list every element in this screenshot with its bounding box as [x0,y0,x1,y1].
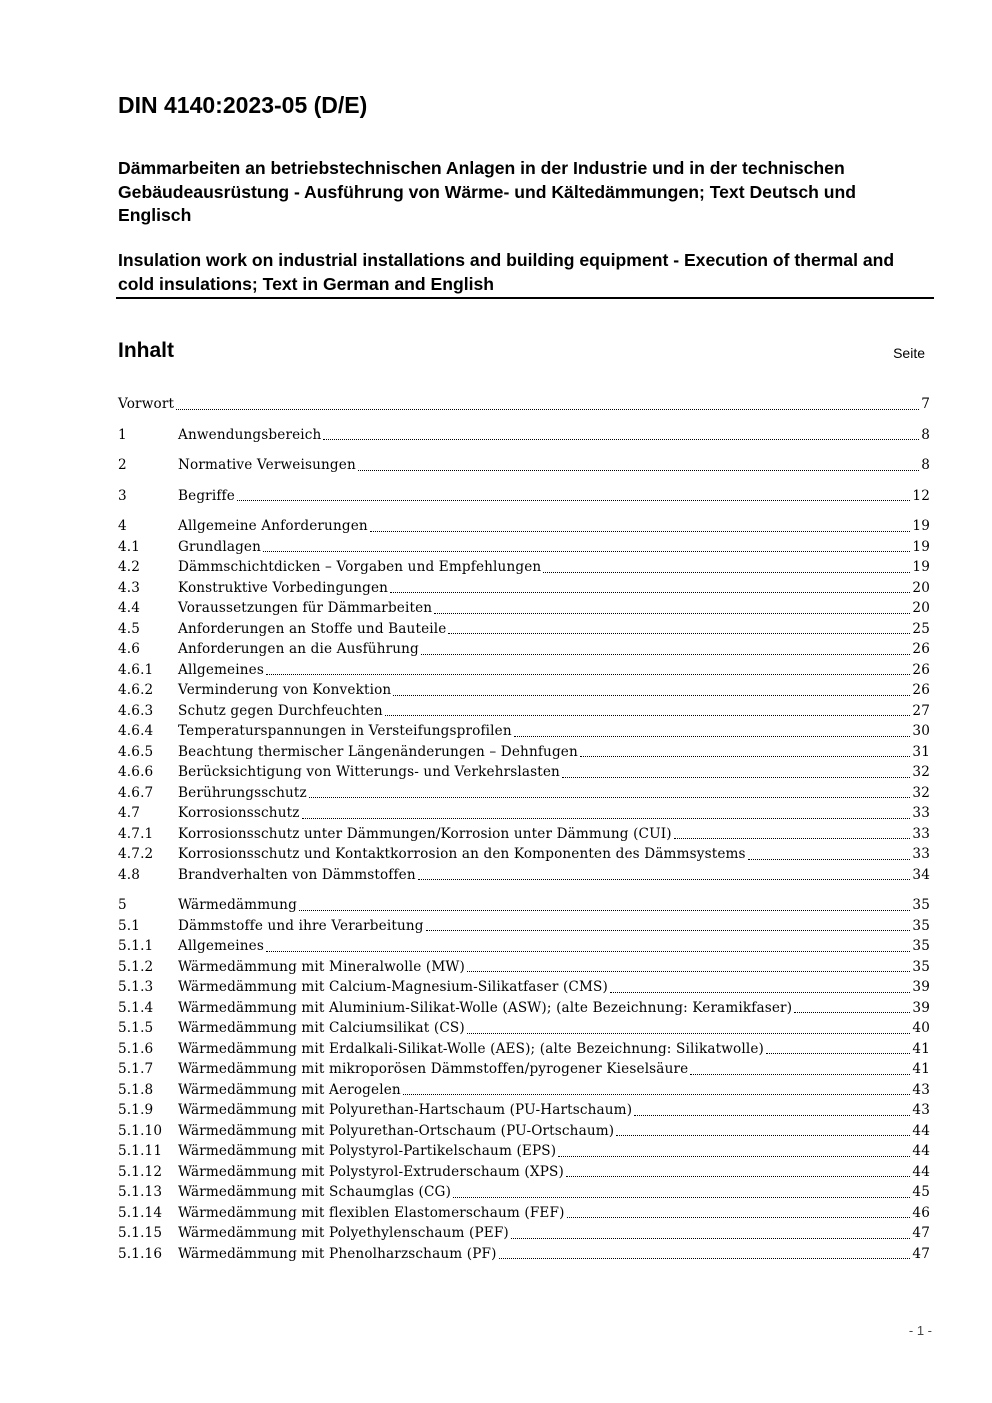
toc-entry-page: 47 [912,1225,930,1241]
toc-entry-page: 33 [912,825,930,842]
toc-entry-title: Voraussetzungen für Dämmarbeiten [178,600,433,616]
toc-entry-body [178,598,930,619]
toc-entry-body [178,619,930,640]
toc-entry-body [178,865,930,886]
toc-dot-leader [176,409,919,410]
toc-entry-body [178,486,930,507]
toc-entry-title: Wärmedämmung mit Erdalkali-Silikat-Wolle (AES); (alte Bezeichnung: Silikatwolle) [178,1040,764,1057]
toc-dot-leader [467,971,910,972]
toc-entry[interactable] [118,1121,930,1142]
toc-entry-number: 5.1.14 [118,1204,163,1221]
toc-dot-leader [567,1217,911,1218]
toc-entry-body [178,936,930,957]
toc-entry[interactable] [118,1080,930,1101]
toc-entry-page: 43 [912,1102,930,1118]
toc-entry-title: Normative Verweisungen [178,457,356,473]
toc-entry-number: 4 [118,518,127,534]
toc-entry-title: Verminderung von Konvektion [178,682,392,698]
toc-entry-title: Dämmschichtdicken – Vorgaben und Empfehlungen [178,559,542,575]
toc-entry-number: 5.1.7 [118,1061,154,1077]
toc-entry-body [178,680,930,701]
toc-entry[interactable] [118,516,930,537]
toc-entry-page: 19 [912,559,930,575]
toc-entry[interactable] [118,425,930,446]
toc-entry[interactable] [118,895,930,916]
toc-entry-page: 45 [912,1184,930,1200]
toc-entry-title: Berührungsschutz [178,784,307,801]
toc-entry[interactable] [118,865,930,886]
toc-dot-leader [690,1074,910,1075]
toc-entry[interactable] [118,936,930,957]
toc-entry-page: 46 [912,1204,930,1221]
toc-entry[interactable] [118,578,930,599]
toc-entry-number: 4.7 [118,805,141,821]
toc-dot-leader [634,1115,910,1116]
toc-entry-title: Wärmedämmung mit Polystyrol-Extruderschaum (XPS) [178,1163,564,1180]
toc-entry-number: 4.8 [118,866,141,883]
toc-entry-body [178,1059,930,1080]
toc-entry-page: 19 [912,538,930,555]
toc-entry-page: 25 [912,620,930,637]
toc-dot-leader [421,654,910,655]
toc-entry-number: 5.1.2 [118,958,154,975]
toc-entry-title: Wärmedämmung mit Polyurethan-Ortschaum (PU-Ortschaum) [178,1122,615,1139]
toc-entry-number: 5.1.13 [118,1184,163,1200]
toc-entry-page: 20 [912,579,930,596]
toc-entry-title: Anforderungen an Stoffe und Bauteile [178,620,447,637]
toc-entry[interactable] [118,844,930,865]
toc-entry-title: Wärmedämmung mit Schaumglas (CG) [178,1184,452,1200]
toc-dot-leader [748,859,911,860]
toc-entry[interactable] [118,1100,930,1121]
toc-dot-leader [467,1033,911,1034]
toc-entry[interactable] [118,680,930,701]
toc-entry-body [178,803,930,824]
toc-entry-number: 4.6.6 [118,764,154,780]
toc-entry-page: 40 [912,1020,930,1036]
toc-entry-body [178,1244,930,1265]
toc-entry-page: 35 [912,917,930,934]
page-number: - 1 - [908,1323,932,1338]
toc-entry-body [178,1100,930,1121]
toc-entry-title: Wärmedämmung [178,897,297,913]
toc-entry-page: 7 [921,396,930,412]
toc-entry-page: 41 [912,1040,930,1057]
toc-entry-page: 26 [912,682,930,698]
toc-entry-body [178,916,930,937]
toc-dot-leader [514,736,911,737]
toc-dot-leader [453,1197,910,1198]
toc-entry-page: 35 [912,938,930,954]
toc-entry-body [178,1039,930,1060]
toc-entry-page: 32 [912,764,930,780]
toc-entry[interactable] [118,1039,930,1060]
toc-entry-body [178,1182,930,1203]
toc-entry-page: 44 [912,1163,930,1180]
toc-entry-title: Dämmstoffe und ihre Verarbeitung [178,917,424,934]
toc-entry[interactable] [118,742,930,763]
toc-entry-number: 5.1.15 [118,1225,163,1241]
toc-entry-title: Temperaturspannungen in Versteifungsprofilen [178,723,512,739]
toc-entry-number: 4.6.3 [118,702,154,719]
toc-entry-number: 5.1.16 [118,1245,163,1262]
toc-entry[interactable] [118,916,930,937]
toc-entry-title: Vorwort [118,396,175,412]
toc-entry-title: Grundlagen [178,538,262,555]
toc-entry-page: 35 [912,897,930,913]
toc-entry-title: Wärmedämmung mit Phenolharzschaum (PF) [178,1245,497,1262]
toc-entry-title: Korrosionsschutz und Kontaktkorrosion an den Komponenten des Dämmsystems [178,846,746,862]
toc-dot-leader [610,992,910,993]
toc-entry-title: Berücksichtigung von Witterungs- und Verkehrslasten [178,764,560,780]
toc-entry-body [178,425,930,446]
toc-entry[interactable] [118,394,930,415]
toc-entry-number: 4.5 [118,620,141,637]
toc-entry-number: 4.4 [118,600,141,616]
toc-entry-title: Allgemeines [178,938,264,954]
toc-entry-body [178,824,930,845]
toc-dot-leader [511,1238,911,1239]
toc-dot-leader [543,572,910,573]
toc-entry-body [178,844,930,865]
toc-entry-page: 39 [912,979,930,995]
toc-entry-body [178,977,930,998]
toc-entry-title: Wärmedämmung mit mikroporösen Dämmstoffen/pyrogener Kieselsäure [178,1061,689,1077]
toc-dot-leader [390,592,910,593]
toc-entry-body [178,957,930,978]
toc-entry[interactable] [118,701,930,722]
toc-entry-title: Korrosionsschutz [178,805,300,821]
toc-entry-title: Konstruktive Vorbedingungen [178,579,389,596]
toc-entry-number: 4.7.2 [118,846,154,862]
toc-entry[interactable] [118,486,930,507]
toc-entry-number: 1 [118,426,127,443]
toc-entry-number: 5.1.6 [118,1040,154,1057]
toc-entry-title: Wärmedämmung mit Aerogelen [178,1081,401,1098]
toc-entry-page: 20 [912,600,930,616]
toc-entry-number: 4.7.1 [118,825,154,842]
toc-entry-title: Wärmedämmung mit flexiblen Elastomerschaum (FEF) [178,1204,565,1221]
toc-page-column-label: Seite [893,345,925,361]
toc-entry-title: Allgemeines [178,661,264,678]
toc-dot-leader [385,715,911,716]
toc-entry-page: 8 [921,426,930,443]
toc-dot-leader [558,1156,910,1157]
toc-entry-number: 4.3 [118,579,141,596]
toc-entry-body [178,742,930,763]
toc-dot-leader [309,797,911,798]
toc-dot-leader [237,500,911,501]
toc-entry-number: 4.6.5 [118,743,154,760]
toc-entry-title: Brandverhalten von Dämmstoffen [178,866,416,883]
toc-dot-leader [566,1176,910,1177]
toc-entry-number: 5.1.11 [118,1143,163,1159]
toc-entry-number: 2 [118,457,127,473]
toc-entry-page: 44 [912,1122,930,1139]
toc-entry-body [178,639,930,660]
toc-entry-body [178,557,930,578]
toc-dot-leader [403,1094,911,1095]
toc-entry-body [178,701,930,722]
toc-entry-page: 43 [912,1081,930,1098]
toc-entry[interactable] [118,537,930,558]
toc-entry-page: 26 [912,641,930,657]
toc-entry-number: 4.6.7 [118,784,154,801]
toc-entry-title: Wärmedämmung mit Mineralwolle (MW) [178,958,465,975]
toc-entry-title: Begriffe [178,487,235,504]
toc-entry-body [178,1080,930,1101]
toc-entry[interactable] [118,721,930,742]
toc-entry-number: 4.2 [118,559,141,575]
toc-entry-body [178,537,930,558]
toc-entry-body [178,895,930,916]
toc-dot-leader [370,531,911,532]
toc-entry-number: 5.1.3 [118,979,154,995]
toc-dot-leader [448,633,910,634]
toc-entry[interactable] [118,762,930,783]
toc-dot-leader [323,439,919,440]
toc-entry-body [178,1203,930,1224]
toc-entry[interactable] [118,957,930,978]
toc-dot-leader [393,695,910,696]
toc-entry[interactable] [118,1244,930,1265]
toc-entry-number: 3 [118,487,127,504]
toc-entry-body [178,1141,930,1162]
toc-entry[interactable] [118,1018,930,1039]
toc-entry-number: 4.6.2 [118,682,154,698]
toc-dot-leader [302,818,911,819]
toc-entry-number: 4.6.1 [118,661,154,678]
toc-entry-body [178,1223,930,1244]
toc-entry-body [178,455,930,476]
toc-entry-body [178,762,930,783]
toc-entry-body [178,578,930,599]
toc-entry-number: 5 [118,897,127,913]
toc-entry-title: Wärmedämmung mit Calciumsilikat (CS) [178,1020,465,1036]
toc-entry-number: 5.1.10 [118,1122,163,1139]
toc-entry-body [178,721,930,742]
toc-entry-body [178,660,930,681]
toc-dot-leader [358,470,919,471]
toc-entry[interactable] [118,824,930,845]
toc-entry-title: Wärmedämmung mit Calcium-Magnesium-Silikatfaser (CMS) [178,979,608,995]
toc-dot-leader [580,756,910,757]
toc-entry-number: 5.1.5 [118,1020,154,1036]
document-id: DIN 4140:2023-05 (D/E) [118,92,368,118]
toc-dot-leader [499,1258,911,1259]
toc-entry-number: 5.1.4 [118,999,154,1016]
toc-entry[interactable] [118,783,930,804]
toc-entry-number: 5.1 [118,917,141,934]
table-of-contents [118,394,930,1264]
toc-entry-page: 30 [912,723,930,739]
toc-entry[interactable] [118,598,930,619]
toc-entry[interactable] [118,1203,930,1224]
toc-entry-title: Wärmedämmung mit Polyethylenschaum (PEF) [178,1225,509,1241]
toc-entry[interactable] [118,1141,930,1162]
toc-entry-title: Wärmedämmung mit Polyurethan-Hartschaum (PU-Hartschaum) [178,1102,633,1118]
toc-entry-body [178,998,930,1019]
toc-dot-leader [434,613,910,614]
toc-entry-page: 8 [921,457,930,473]
toc-dot-leader [299,910,910,911]
toc-entry[interactable] [118,1223,930,1244]
toc-entry-page: 19 [912,518,930,534]
toc-entry[interactable] [118,998,930,1019]
toc-entry-number: 4.6 [118,641,141,657]
toc-entry-number: 5.1.8 [118,1081,154,1098]
toc-entry-title: Wärmedämmung mit Aluminium-Silikat-Wolle (ASW); (alte Bezeichnung: Keramikfaser) [178,999,793,1016]
toc-entry[interactable] [118,557,930,578]
toc-entry-body [178,1121,930,1142]
toc-entry-number: 4.6.4 [118,723,154,739]
toc-entry-title: Allgemeine Anforderungen [178,518,368,534]
toc-dot-leader [766,1053,910,1054]
toc-dot-leader [266,674,910,675]
toc-entry[interactable] [118,1182,930,1203]
toc-dot-leader [418,879,911,880]
title-english: Insulation work on industrial installations and building equipment - Execution of thermal and cold insulations; Text in German and English [118,250,895,294]
toc-entry-title: Korrosionsschutz unter Dämmungen/Korrosion unter Dämmung (CUI) [178,825,672,842]
toc-entry-title: Anforderungen an die Ausführung [178,641,419,657]
toc-entry[interactable] [118,977,930,998]
toc-entry-page: 34 [912,866,930,883]
toc-heading: Inhalt [118,339,174,362]
toc-entry-title: Anwendungsbereich [178,426,322,443]
toc-dot-leader [616,1135,910,1136]
toc-entry-number: 5.1.12 [118,1163,163,1180]
toc-entry[interactable] [118,639,930,660]
toc-entry-page: 12 [912,487,930,504]
toc-entry-page: 35 [912,958,930,975]
toc-entry-title: Schutz gegen Durchfeuchten [178,702,383,719]
title-divider [116,297,934,299]
toc-entry-body [178,516,930,537]
toc-entry[interactable] [118,1059,930,1080]
toc-entry-number: 4.1 [118,538,141,555]
toc-entry-body [178,1018,930,1039]
toc-dot-leader [794,1012,910,1013]
toc-entry-page: 33 [912,805,930,821]
toc-entry-title: Beachtung thermischer Längenänderungen – Dehnfugen [178,743,578,760]
toc-entry[interactable] [118,660,930,681]
toc-entry[interactable] [118,619,930,640]
toc-dot-leader [674,838,911,839]
toc-entry-page: 41 [912,1061,930,1077]
toc-entry-page: 26 [912,661,930,678]
toc-entry-number: 5.1.1 [118,938,154,954]
toc-entry-body [118,394,930,415]
title-german: Dämmarbeiten an betriebstechnischen Anlagen in der Industrie und in der technischen Gebäudeausrüstung - Ausführung von Wärme- und Kältedämmungen; Text Deutsch und Englisch [118,158,856,225]
toc-entry[interactable] [118,455,930,476]
toc-entry-title: Wärmedämmung mit Polystyrol-Partikelschaum (EPS) [178,1143,557,1159]
toc-dot-leader [562,777,910,778]
toc-entry-page: 31 [912,743,930,760]
toc-entry[interactable] [118,803,930,824]
toc-entry-page: 47 [912,1245,930,1262]
toc-entry-page: 32 [912,784,930,801]
toc-entry-page: 27 [912,702,930,719]
toc-dot-leader [266,951,910,952]
toc-entry[interactable] [118,1162,930,1183]
toc-entry-number: 5.1.9 [118,1102,154,1118]
toc-entry-page: 33 [912,846,930,862]
toc-dot-leader [263,551,910,552]
toc-entry-body [178,1162,930,1183]
toc-dot-leader [426,930,911,931]
toc-entry-body [178,783,930,804]
toc-entry-page: 39 [912,999,930,1016]
toc-entry-page: 44 [912,1143,930,1159]
